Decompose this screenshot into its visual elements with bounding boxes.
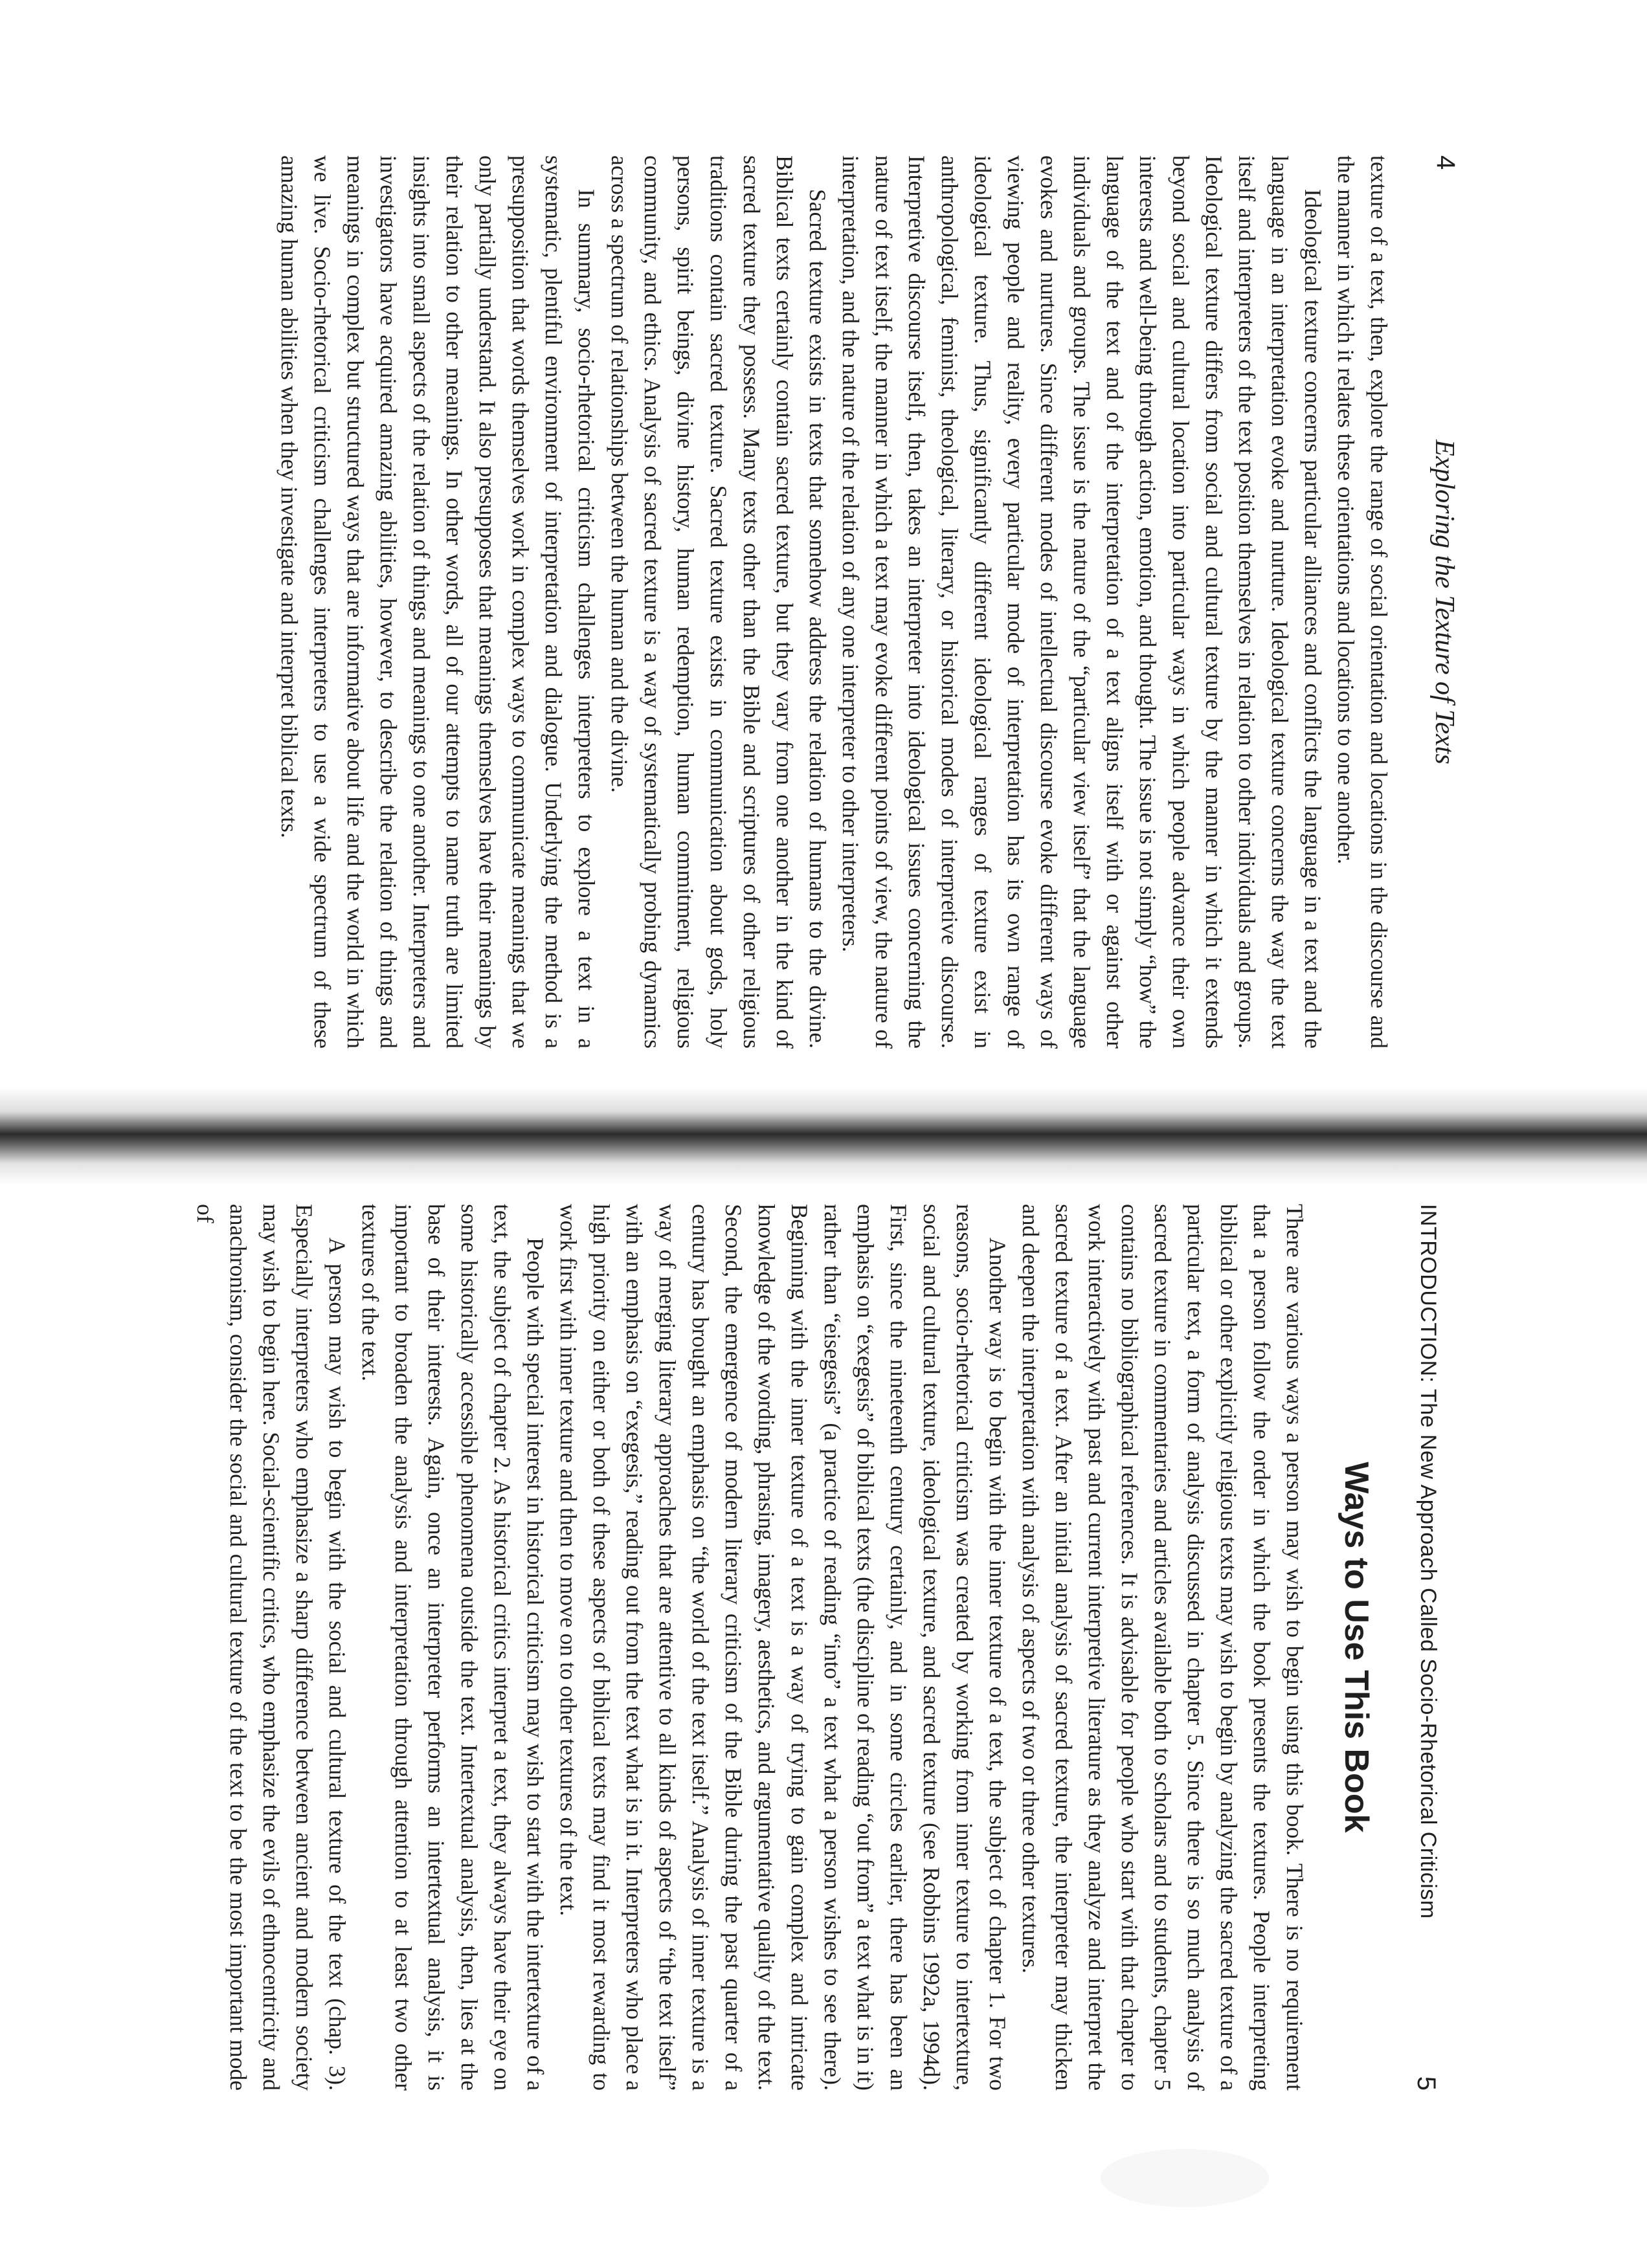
page-number: 4 <box>1431 155 1460 170</box>
page-number: 5 <box>1412 2076 1440 2091</box>
paragraph: In summary, socio-rhetorical criticism challenges interpreters to explore a text in a systematic, plentiful environment of interpretation and dialogue. Underlying the method is a presupposition that words themselves work in complex ways to communicate meanings that we only partially understand. It also presupposes that meanings themselves have their meanings by their relation to other meanings. In other words, all of our attempts to name truth are limited insights into small aspects of the relation of things and meanings to one another. Interpreters and investigators have acquired amazing abilities, however, to describe the relation of things and meanings in complex but structured ways that are informative about life and the world in which we live. Socio-rhetorical criticism challenges interpreters to use a wide spectrum of these amazing human abilities when they investigate and interpret biblical texts. <box>276 155 599 1049</box>
running-head <box>1395 1204 1440 2091</box>
section-heading: Ways to Use This Book <box>1338 1462 1375 1833</box>
page-body <box>273 155 1395 1049</box>
paragraph: Another way is to begin with the inner texture of a text, the subject of chapter 1. For two reasons, socio-rhetorical criticism was created by working from inner texture to intertexture, social and cultural texture, ideological texture, and sacred texture (see Robbins 1992a, 1994d). First, since the nineteenth century certainly, and in some circles earlier, there has been an emphasis on “exegesis” of biblical texts (the discipline of reading “out from” a text what is in it) rather than “eisegesis” (a practice of reading “into” a text what a person wishes to see there). Beginning with the inner texture of a text is a way of trying to gain complex and intricate knowledge of the wording, phrasing, imagery, aesthetics, and argumentative quality of the text. Second, the emergence of modern literary criticism of the Bible during the past quarter of a century has brought an emphasis on “the world of the text itself.” Analysis of inner texture is a way of merging literary approaches that are attentive to all kinds of aspects of “the text itself” with an emphasis on “exegesis,” reading out from the text what is in it. Interpreters who place a high priority on either or both of these aspects of biblical texts may find it most rewarding to work first with inner texture and then to move on to other textures of the text. <box>555 1204 1011 2091</box>
book-gutter-shadow <box>0 1087 1647 1184</box>
running-title: Exploring the Texture of Texts <box>1429 439 1459 764</box>
paragraph: texture of a text, then, explore the range of social orientation and locations in the discourse and the manner in which it relates these orientations and locations to one another. <box>1333 155 1392 1049</box>
running-title: INTRODUCTION: The New Approach Called Socio-Rhetorical Criticism <box>1416 1204 1440 1919</box>
left-page <box>136 155 1460 1049</box>
paragraph: Sacred texture exists in texts that somehow address the relation of humans to the divine. Biblical texts certainly contain sacred texture, but they vary from one another in the kind of sacred texture they possess. Many texts other than the Bible and scriptures of other religious traditions contain sacred texture. Sacred texture exists in communication about gods, holy persons, spirit beings, divine history, human redemption, human commitment, religious community, and ethics. Analysis of sacred texture is a way of systematically probing dynamics across a spectrum of relationships between the human and the divine. <box>607 155 831 1049</box>
running-head <box>1415 155 1460 1049</box>
paragraph: Ideological texture concerns particular alliances and conflicts the language in a text and the language in an interpretation evoke and nurture. Ideological texture concerns the way the text itself and interpreters of the text position themselves in relation to other individuals and groups. Ideological texture differs from social and cultural texture by the manner in which it extends beyond social and cultural location into particular ways in which people advance their own interests and well-being through action, emotion, and thought. The issue is not simply “how” the language of the text and of the interpretation of a text aligns itself with or against other individuals and groups. The issue is the nature of the “particular view itself” that the language evokes and nurtures. Since different modes of intellectual discourse evoke different ways of viewing people and reality, every particular mode of interpretation has its own range of ideological texture. Thus, significantly different ideological ranges of texture exist in anthropological, feminist, theological, literary, or historical modes of interpretive discourse. Interpretive discourse itself, then, takes an interpreter into ideological issues concerning the nature of text itself, the manner in which a text may evoke different points of view, the nature of interpretation, and the nature of the relation of any one interpreter to other interpreters. <box>838 155 1326 1049</box>
paragraph: There are various ways a person may wish to begin using this book. There is no requirement that a person follow the order in which the book presents the textures. People interpreting biblical or other explicitly religious texts may wish to begin by analyzing the sacred texture of a particular text, a form of analysis discussed in chapter 5. Since there is so much analysis of sacred texture in commentaries and articles available both to scholars and to students, chapter 5 contains no bibliographical references. It is advisable for people who start with that chapter to work interactively with past and current interpretive literature as they analyze and interpret the sacred texture of a text. After an initial analysis of sacred texture, the interpreter may thicken and deepen the interpretation with analysis of aspects of two or three other textures. <box>1018 1204 1308 2091</box>
right-page <box>107 1204 1440 2091</box>
paragraph: People with special interest in historical criticism may wish to start with the intertexture of a text, the subject of chapter 2. As historical critics interpret a text, they always have their eye on some historically accessible phenomena outside the text. Intertextual analysis, then, lies at the base of their interests. Again, once an interpreter performs an intertextual analysis, it is important to broaden the analysis and interpretation through attention to at least two other textures of the text. <box>357 1204 548 2091</box>
page-body <box>188 1204 1311 2091</box>
scan-smudge <box>1101 2149 1269 2207</box>
paragraph: A person may wish to begin with the social and cultural texture of the text (chap. 3). Especially interpreters who emphasize a sharp difference between ancient and modern society may wish to begin here. Social-scientific critics, who emphasize the evils of ethnocentricity and anachronism, consider the social and cultural texture of the text to be the most important mode of <box>192 1204 350 2091</box>
